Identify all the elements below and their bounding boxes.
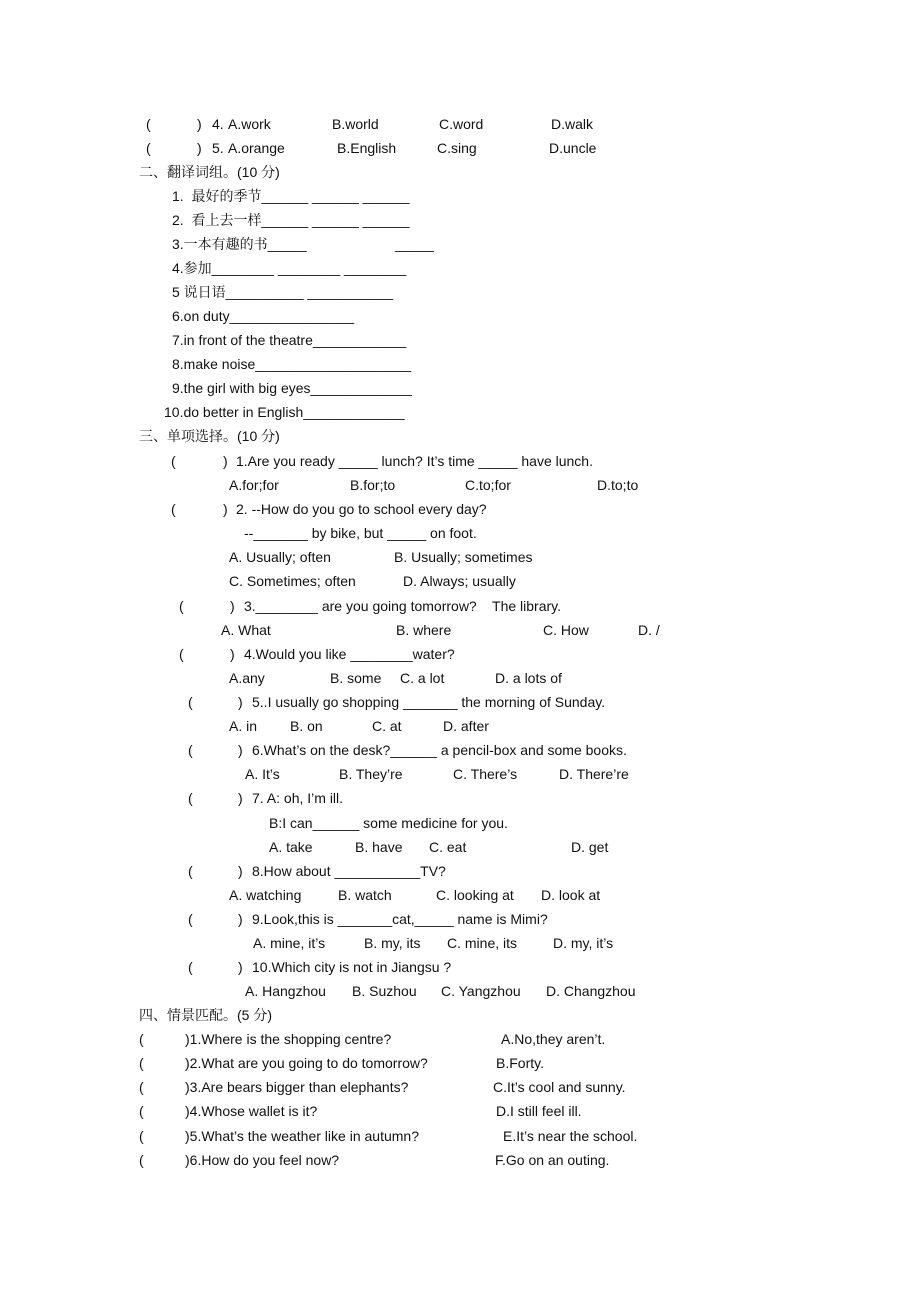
mc-q2-option-d: D. Always; usually — [403, 573, 516, 589]
mc-q4-option-d: D. a lots of — [495, 670, 562, 686]
mc-q3-option-a: A. What — [221, 622, 271, 638]
p1-q5-option-b: B.English — [337, 140, 397, 156]
translate-item-3: 3.一本有趣的书_____ — [172, 236, 307, 252]
mc-q8-text: 8.How about ___________TV? — [252, 863, 446, 879]
match-row-4-question: )4.Whose wallet is it? — [185, 1103, 318, 1119]
match-row-5-paren: ( — [139, 1128, 144, 1144]
p1-q4-close-paren: ) — [197, 116, 202, 132]
mc-q9-option-b: B. my, its — [364, 935, 421, 951]
mc-q3-text: 3.________ are you going tomorrow? The library. — [244, 598, 562, 614]
p1-q4-open-paren: ( — [146, 116, 151, 132]
mc-q8-close-paren: ) — [238, 863, 243, 879]
mc-q6-close-paren: ) — [238, 742, 243, 758]
mc-q8-option-a: A. watching — [229, 887, 302, 903]
mc-q1-open-paren: ( — [171, 453, 176, 469]
p1-q5-open-paren: ( — [146, 140, 151, 156]
mc-q2-open-paren: ( — [171, 501, 176, 517]
mc-q9-option-c: C. mine, its — [447, 935, 518, 951]
mc-q1-text: 1.Are you ready _____ lunch? It’s time _____ have lunch. — [236, 453, 593, 469]
mc-q9-close-paren: ) — [238, 911, 243, 927]
match-row-3-answer: C.It’s cool and sunny. — [493, 1079, 626, 1095]
mc-q8-option-d: D. look at — [541, 887, 601, 903]
mc-q5-option-c: C. at — [372, 718, 402, 734]
section-4-heading: 四、情景匹配。(5 分) — [139, 1007, 272, 1023]
mc-q10-close-paren: ) — [238, 959, 243, 975]
match-row-2-paren: ( — [139, 1055, 144, 1071]
mc-q4-open-paren: ( — [179, 646, 184, 662]
match-row-2-answer: B.Forty. — [496, 1055, 544, 1071]
mc-q4-option-b: B. some — [330, 670, 382, 686]
translate-item-10: 10.do better in English_____________ — [164, 404, 405, 420]
mc-q4-option-c: C. a lot — [400, 670, 445, 686]
mc-q7-text-2: B:I can______ some medicine for you. — [269, 815, 508, 831]
mc-q1-option-b: B.for;to — [350, 477, 396, 493]
mc-q5-option-a: A. in — [229, 718, 258, 734]
mc-q7-open-paren: ( — [188, 790, 193, 806]
p1-q4-option-d: D.walk — [551, 116, 594, 132]
match-row-2-question: )2.What are you going to do tomorrow? — [185, 1055, 428, 1071]
mc-q6-option-a: A. It’s — [245, 766, 280, 782]
mc-q2-text: 2. --How do you go to school every day? — [236, 501, 487, 517]
match-row-6-answer: F.Go on an outing. — [495, 1152, 610, 1168]
translate-item-6: 6.on duty________________ — [172, 308, 355, 324]
mc-q8-option-c: C. looking at — [436, 887, 514, 903]
match-row-3-paren: ( — [139, 1079, 144, 1095]
translate-item-3-blank: _____ — [395, 236, 434, 252]
mc-q9-open-paren: ( — [188, 911, 193, 927]
mc-q5-option-d: D. after — [443, 718, 489, 734]
mc-q10-option-a: A. Hangzhou — [245, 983, 326, 999]
mc-q5-open-paren: ( — [188, 694, 193, 710]
mc-q9-option-d: D. my, it’s — [553, 935, 614, 951]
translate-item-8: 8.make noise____________________ — [172, 356, 411, 372]
match-row-5-question: )5.What’s the weather like in autumn? — [185, 1128, 419, 1144]
mc-q2-option-a: A. Usually; often — [229, 549, 331, 565]
match-row-3-question: )3.Are bears bigger than elephants? — [185, 1079, 409, 1095]
mc-q3-option-c: C. How — [543, 622, 589, 638]
match-row-4-answer: D.I still feel ill. — [496, 1103, 582, 1119]
mc-q6-text: 6.What’s on the desk?______ a pencil-box and some books. — [252, 742, 627, 758]
mc-q10-option-c: C. Yangzhou — [441, 983, 521, 999]
match-row-6-paren: ( — [139, 1152, 144, 1168]
mc-q7-text: 7. A: oh, I’m ill. — [252, 790, 344, 806]
mc-q1-option-c: C.to;for — [465, 477, 511, 493]
mc-q10-open-paren: ( — [188, 959, 193, 975]
translate-item-5: 5 说日语__________ ___________ — [172, 284, 394, 300]
mc-q6-option-b: B. They’re — [339, 766, 403, 782]
translate-item-1: 1. 最好的季节______ ______ ______ — [172, 188, 410, 204]
mc-q2-option-b: B. Usually; sometimes — [394, 549, 533, 565]
mc-q5-option-b: B. on — [290, 718, 323, 734]
mc-q7-option-c: C. eat — [429, 839, 467, 855]
mc-q3-open-paren: ( — [179, 598, 184, 614]
p1-q5-option-d: D.uncle — [549, 140, 597, 156]
p1-q5-option-c: C.sing — [437, 140, 477, 156]
mc-q4-option-a: A.any — [229, 670, 265, 686]
translate-item-7: 7.in front of the theatre____________ — [172, 332, 407, 348]
mc-q10-text: 10.Which city is not in Jiangsu ? — [252, 959, 452, 975]
mc-q4-text: 4.Would you like ________water? — [244, 646, 455, 662]
mc-q1-close-paren: ) — [223, 453, 228, 469]
mc-q4-close-paren: ) — [230, 646, 235, 662]
section-2-heading: 二、翻译词组。(10 分) — [139, 164, 280, 180]
mc-q3-close-paren: ) — [230, 598, 235, 614]
mc-q6-open-paren: ( — [188, 742, 193, 758]
translate-item-4: 4.参加________ ________ ________ — [172, 260, 407, 276]
mc-q7-option-d: D. get — [571, 839, 609, 855]
mc-q10-option-b: B. Suzhou — [352, 983, 417, 999]
p1-q5-close-paren: ) — [197, 140, 202, 156]
mc-q8-open-paren: ( — [188, 863, 193, 879]
mc-q7-close-paren: ) — [238, 790, 243, 806]
match-row-1-answer: A.No,they aren’t. — [501, 1031, 606, 1047]
match-row-1-question: )1.Where is the shopping centre? — [185, 1031, 392, 1047]
mc-q3-option-b: B. where — [396, 622, 452, 638]
mc-q2-close-paren: ) — [223, 501, 228, 517]
translate-item-9: 9.the girl with big eyes_____________ — [172, 380, 412, 396]
p1-q4-option-c: C.word — [439, 116, 484, 132]
mc-q5-text: 5..I usually go shopping _______ the morning of Sunday. — [252, 694, 606, 710]
p1-q4-option-a: A.work — [228, 116, 271, 132]
match-row-4-paren: ( — [139, 1103, 144, 1119]
mc-q8-option-b: B. watch — [338, 887, 392, 903]
mc-q9-option-a: A. mine, it’s — [253, 935, 326, 951]
mc-q1-option-a: A.for;for — [229, 477, 279, 493]
p1-q5-option-a: A.orange — [228, 140, 285, 156]
mc-q1-option-d: D.to;to — [597, 477, 639, 493]
translate-item-2: 2. 看上去一样______ ______ ______ — [172, 212, 410, 228]
mc-q7-option-a: A. take — [269, 839, 313, 855]
mc-q5-close-paren: ) — [238, 694, 243, 710]
mc-q10-option-d: D. Changzhou — [546, 983, 636, 999]
p1-q4-number: 4. — [212, 116, 224, 132]
mc-q2-text-2: --_______ by bike, but _____ on foot. — [244, 525, 477, 541]
mc-q6-option-c: C. There’s — [453, 766, 518, 782]
mc-q7-option-b: B. have — [355, 839, 403, 855]
mc-q6-option-d: D. There’re — [559, 766, 629, 782]
mc-q2-option-c: C. Sometimes; often — [229, 573, 356, 589]
match-row-5-answer: E.It’s near the school. — [503, 1128, 638, 1144]
mc-q9-text: 9.Look,this is _______cat,_____ name is Mimi? — [252, 911, 548, 927]
p1-q5-number: 5. — [212, 140, 224, 156]
p1-q4-option-b: B.world — [332, 116, 379, 132]
match-row-1-paren: ( — [139, 1031, 144, 1047]
mc-q3-option-d: D. / — [638, 622, 660, 638]
section-3-heading: 三、单项选择。(10 分) — [139, 428, 280, 444]
match-row-6-question: )6.How do you feel now? — [185, 1152, 340, 1168]
